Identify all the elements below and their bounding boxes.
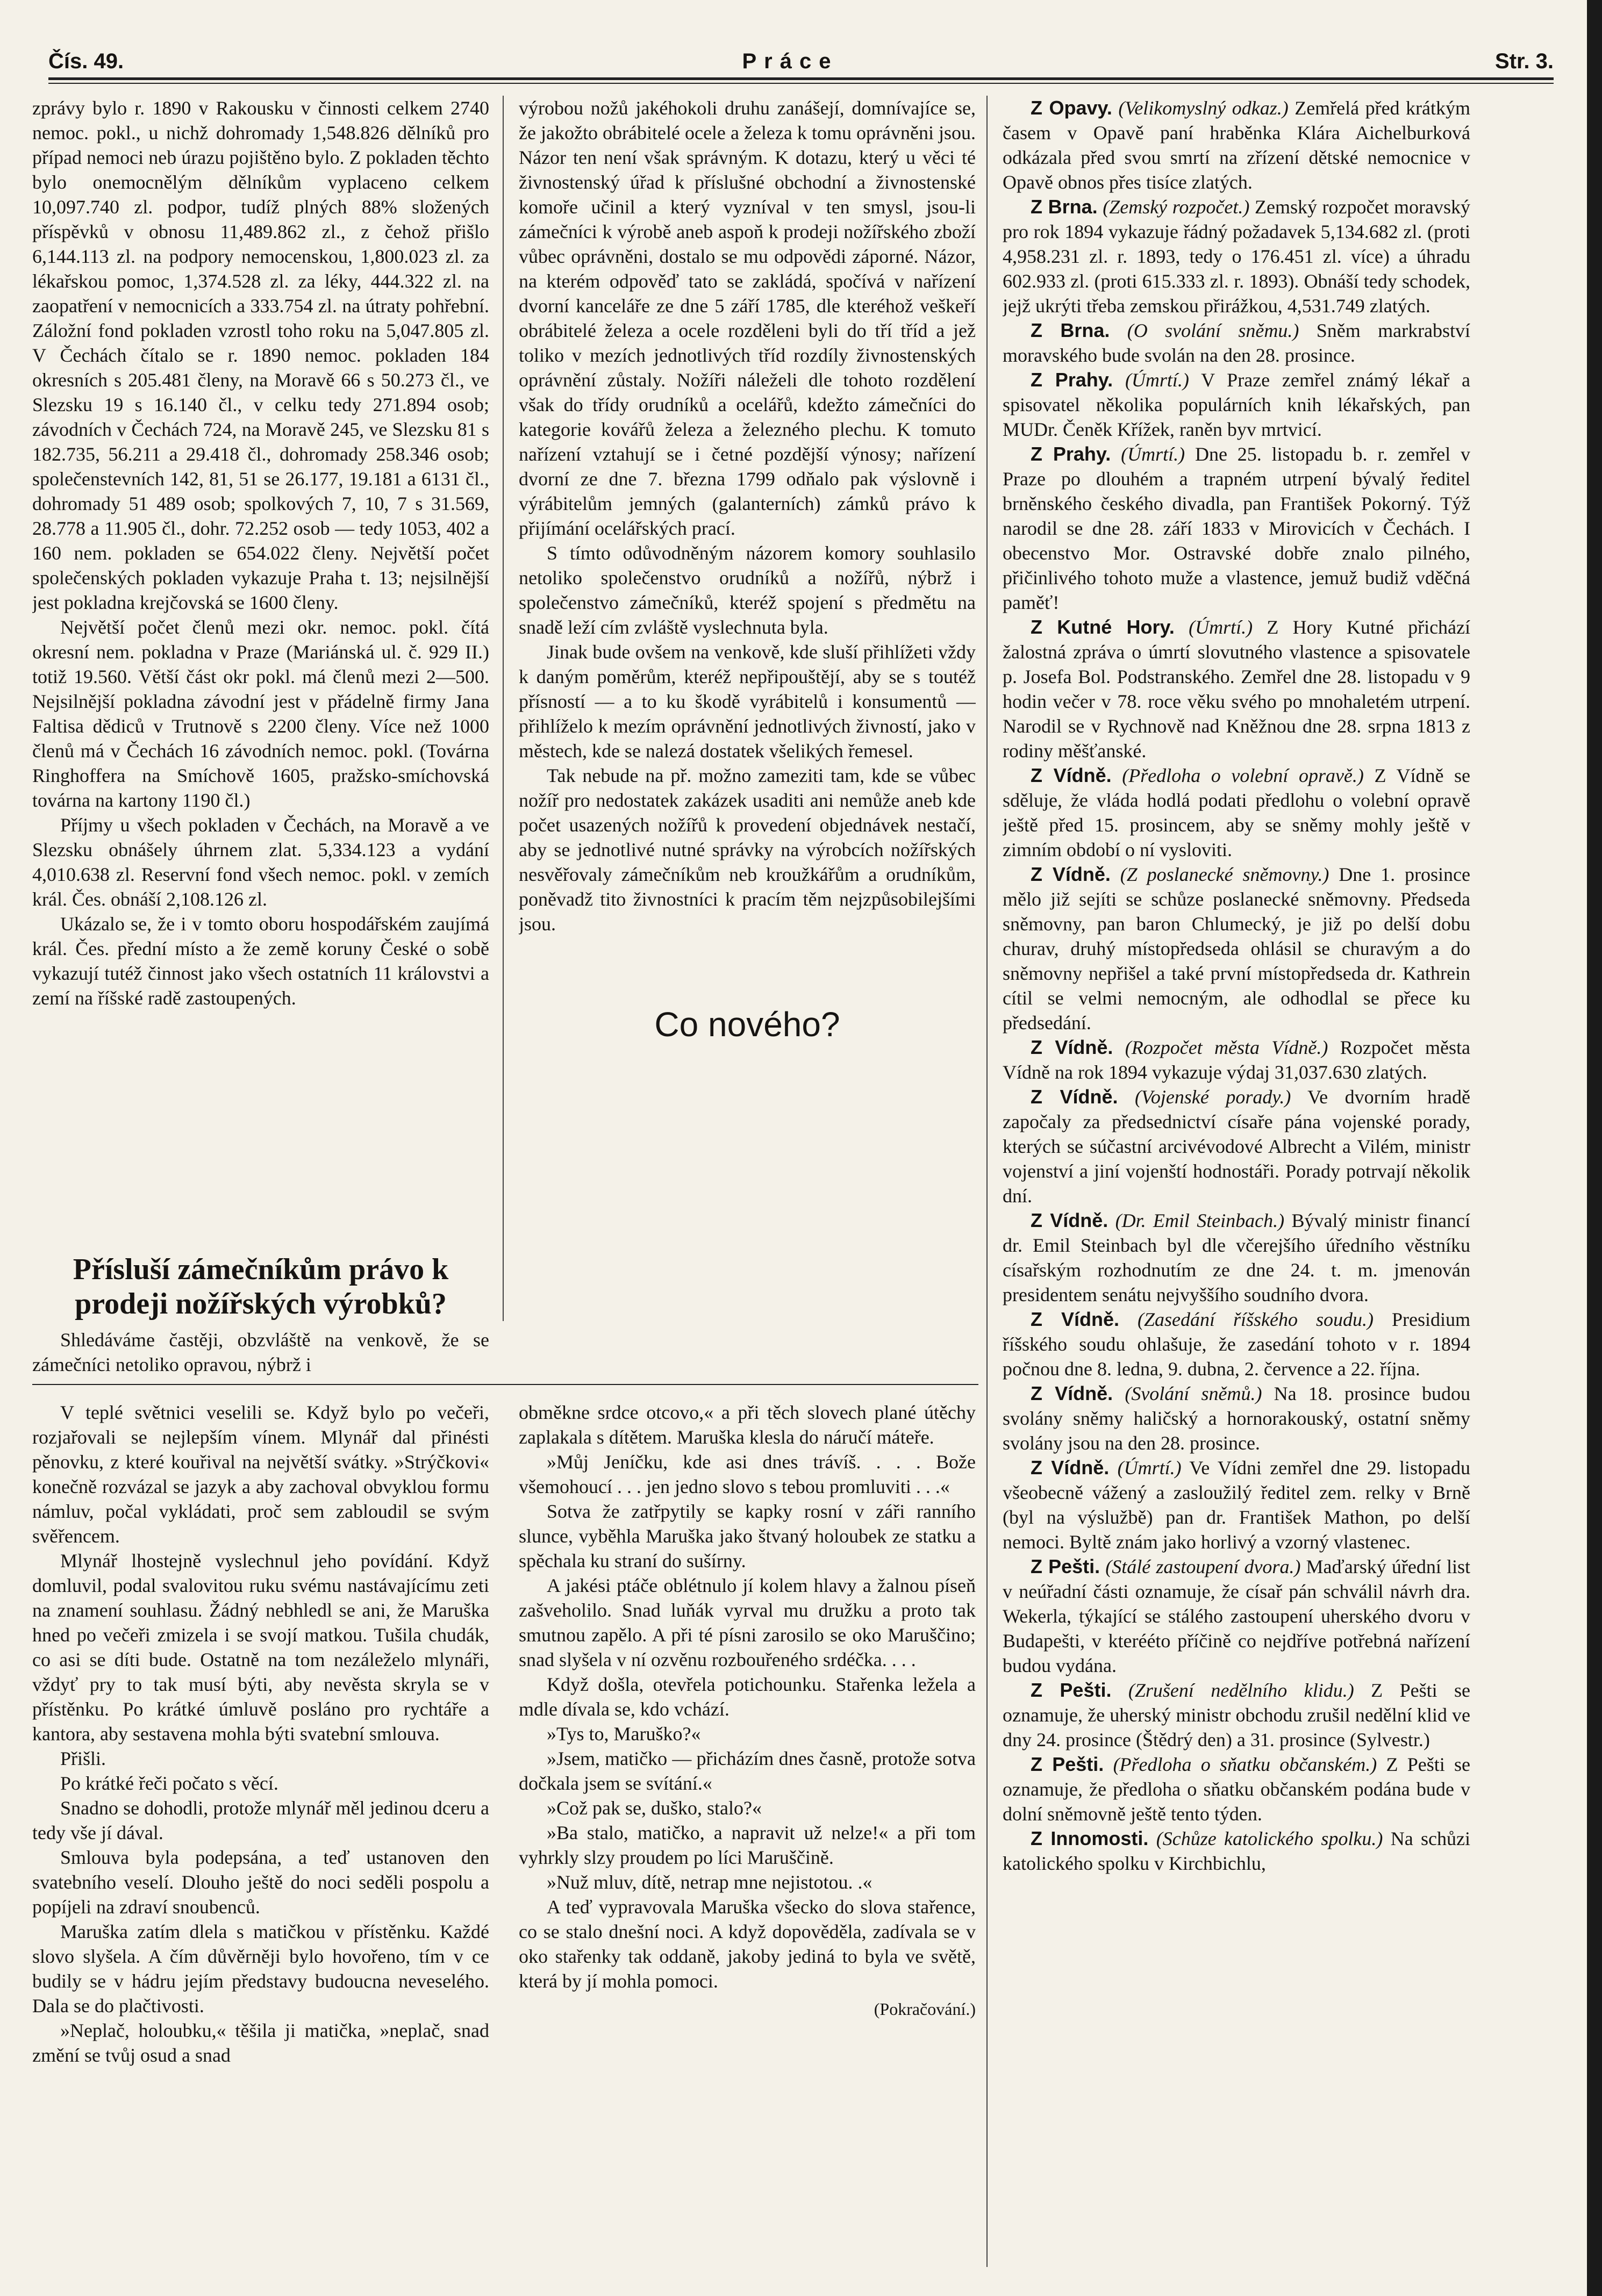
news-text: Na schůzi katolického spolku v Kirchbichlu, <box>1003 1828 1470 1874</box>
issue-number: Čís. 49. <box>48 49 124 73</box>
header-rule <box>48 77 1554 80</box>
news-place: Z Pešti. <box>1031 1753 1104 1775</box>
news-text: Bývalý ministr financí dr. Emil Steinbach byl dle včerejšího úředního věstníku císařským rozhodnutím ze dne 24. t. m. jmenován presidentem senátu nejvyššího soudního dvora. <box>1003 1210 1470 1305</box>
story-paragraph: »Můj Jeníčku, kde asi dnes trávíš. . . . Bože všemohoucí . . . jen jedno slovo s tebou promluviti . . .« <box>519 1451 976 1497</box>
story-paragraph: Smlouva byla podepsána, a teď ustanoven den svatebního veselí. Dlouho ještě do noci seděli pospolu a popíjeli na zdraví snoubenců. <box>32 1847 489 1918</box>
news-place: Z Brna. <box>1031 196 1098 218</box>
news-item <box>1003 1035 1470 1085</box>
story-paragraph: A teď vypravovala Maruška všecko do slova stařence, co se stalo dnešní noci. A když dopověděla, zadívala se v oko stařenky tak oddaně, jakoby jediná to byla ve světě, která by jí mohla pomoci. <box>519 1896 976 1992</box>
news-item <box>1003 368 1470 442</box>
news-tag: (Zasedání říšského soudu.) <box>1138 1309 1374 1330</box>
story-paragraph: Sotva že zatřpytily se kapky rosní v záři ranního slunce, vyběhla Maruška jako štvaný holoubek ze statku a spěchala ku straní do sušírny. <box>519 1501 976 1572</box>
news-tag: (Úmrtí.) <box>1117 1457 1182 1479</box>
news-item <box>1003 1752 1470 1826</box>
news-place: Z Vídně. <box>1031 1036 1113 1058</box>
news-tag: (Z poslanecké sněmovny.) <box>1120 864 1329 885</box>
story-paragraph: Maruška zatím dlela s matičkou v přístěnku. Každé slovo slyšela. A čím důvěrněji bylo hovořeno, tím v ce budily se v hádru jejím představy budoucna neveselého. Dala se do plačtivosti. <box>32 1921 489 2017</box>
news-place: Z Innomosti. <box>1031 1827 1149 1849</box>
news-tag: (Předloha o volební opravě.) <box>1122 765 1364 786</box>
story-paragraph: »Což pak se, duškо, stalo?« <box>547 1797 762 1819</box>
paragraph: S tímto odůvodněným názorem komory souhlasilo netoliko společenstvo orudníků a nožířů, nýbrž i společenstvo zámečníků, kteréž spojení s předmětu na snadě leží cím zvláště vyslechnuta byla. <box>519 542 976 638</box>
story-paragraph: obměkne srdce otcovo,« a při těch slovech plané útěchy zaplakala s dítětem. Maruška klesla do náručí mátеře. <box>519 1402 976 1448</box>
news-item <box>1003 96 1470 195</box>
news-place: Z Vídně. <box>1031 863 1111 885</box>
news-place: Z Vídně. <box>1031 1382 1113 1404</box>
news-text: Rozpočet města Vídně na rok 1894 vykazuje výdaj 31,037.630 zlatých. <box>1003 1037 1470 1083</box>
paragraph: výrobou nožů jakéhokoli druhu zanášejí, domnívajíce se, že jakožto obrábitelé ocele a železa k tomu oprávněni jsou. Názor ten není však správným. K dotazu, který u věci té živnostenský úřad k příslušné obchodní a živnostenské komoře učinil a který vyzníval v ten smysl, jsou-li zámečníci k výrobě aneb aspoň k prodeji nožířského zboží vůbec oprávněni, dostalo se mu odpovědi záporné. Názor, na kterém odpověď tato se zakládá, spočívá v nařízení dvorní kanceláře ze dne 5 září 1785, dle kteréhož veškeří obrábitelé železa a ocele rozděleni byli do tří tříd a jež toliko v mezích jednotlivých tříd rozdíly živnostenských oprávnění zůstaly. Nožíři náleželi dle tohoto rozdělení však do třídy orudníků a ocelářů, kdežto zámečníci do kategorie kovářů železa a železného plechu. K tomuto nařízení vztahují se i četné pozdější výnosy; nařízení dvorní ze dne 7. března 1799 odňalo pak výslovně i výrábitelům jemných (galanterních) zámků právo k přijímání ocelářských prací. <box>519 97 976 539</box>
news-text: Na 18. prosince budou svolány sněmy haličský a hornorakouský, ostatní sněmy svolány jsou na den 28. prosince. <box>1003 1383 1470 1454</box>
story-paragraph: Mlynář lhostejně vyslechnul jeho povídání. Když domluvil, podal svalovitou ruku svému nastávajícímu zeti na znamení souhlasu. Žádný nebhledl se ani, že Maruška hned po večeři zmizela i se svojí matkou. Tušila chudák, co asi se díti bude. Ostatně na tom nezáleželo mlynáři, vždyť pry to tak musí býti, aby nevěsta skryla se v přístěnku. Po krátké úmluvě posláno pro rychtáře a kantora, aby sestavena mohla býti svatební smlouva. <box>32 1550 489 1745</box>
news-item <box>1003 195 1470 318</box>
news-tag: (Zrušení nedělního klidu.) <box>1128 1680 1354 1701</box>
news-place: Z Prahy. <box>1031 443 1111 465</box>
news-tag: (Dr. Emil Steinbach.) <box>1115 1210 1285 1231</box>
news-tag: (Stálé zastoupení dvora.) <box>1105 1556 1301 1577</box>
column-divider <box>986 96 988 2267</box>
news-tag: (Úmrtí.) <box>1125 369 1189 391</box>
news-place: Z Pešti. <box>1031 1555 1100 1577</box>
header-rule-thin <box>48 83 1554 84</box>
news-place: Z Vídně. <box>1031 764 1112 786</box>
news-text: Z Pešti se oznamuje, že předloha o sňatku občanském podána bude v dolní sněmovně ještě tento týden. <box>1003 1754 1470 1825</box>
paragraph: Příjmy u všech pokladen v Čechách, na Moravě a ve Slezsku obnášely úhrnem zlat. 5,334.123 a vydání 4,010.638 zl. Reservní fond všech nemoc. pokl. v zemích král. Čes. obnáší 2,108.126 zl. <box>32 814 489 910</box>
news-text: Zemský rozpočet moravský pro rok 1894 vykazuje řádný požadavek 5,134.682 zl. (proti 4,958.231 zl. r. 1893, tedy o 176.451 zl. více) a úhradu 602.933 zl. (proti 615.333 zl. r. 1893). Obnáší tedy schodek, jejž ukrýti třeba zemskou přirážkou, 4,531.749 zlatých. <box>1003 196 1470 317</box>
news-text: Dne 25. listopadu b. r. zemřel v Praze po dlouhém a trapném utrpení bývalý ředitel brněnského českého divadla, pan František Pokorný. Týž narodil se dne 28. září 1833 v Mirovicích v Čechách. I obecenstvo Mor. Ostravské dobře znalo pilného, přičinlivého tohoto muže a vlastence, jemuž budiž vděčná paměť! <box>1003 443 1470 613</box>
news-text: Maďarský úřední list v neúřadní části oznamuje, že císař pán schválil návrh dra. Wekerla, týkající se stálého zastoupení uherského dvoru v Budapešti, v kterééto příčině co nejdříve potřebná nařízení budou vydána. <box>1003 1556 1470 1676</box>
news-tag: (Úmrtí.) <box>1189 616 1253 638</box>
article-heading: Přísluší zámečníkům právo k prodeji nožířských výrobků? <box>73 1253 449 1321</box>
page-number: Str. 3. <box>1495 49 1554 73</box>
news-item <box>1003 1381 1470 1455</box>
news-tag: (Zemský rozpočet.) <box>1103 196 1250 218</box>
column-2 <box>519 96 976 1308</box>
news-text: Presidium říšského soudu ohlašuje, že zasedání tohoto v r. 1894 počnou dne 8. ledna, 9. dubna, 2. července a 22. října. <box>1003 1309 1470 1380</box>
story-left <box>32 1400 489 2287</box>
story-paragraph: »Tys to, Maruško?« <box>547 1723 701 1745</box>
news-place: Z Opavy. <box>1031 97 1112 119</box>
news-text: Dne 1. prosince mělo již sejíti se schůze poslanecké sněmovny. Předseda sněmovny, pan baron Chlumecký, je již po delší dobu churav, druhý místopředseda ohlásil se churavým a do sněmovny nepřišel a také první místopředseda dr. Kathrein cítil se velmi nemocným, ale odhodlal se přece ku předsedání. <box>1003 864 1470 1034</box>
news-place: Z Kutné Hory. <box>1031 616 1175 638</box>
news-heading: Co nového? <box>654 1005 840 1044</box>
news-place: Z Vídně. <box>1031 1456 1110 1479</box>
news-place: Z Vídně. <box>1031 1209 1108 1231</box>
news-text: Ve dvorním hradě započaly za předsednictví císaře pána vojenské porady, kterých se súčastní arcivévodové Albrecht a Vilém, ministr vojenství a jiní vojenští hodnostáři. Porady potrvají několik dní. <box>1003 1086 1470 1207</box>
news-text: Ve Vídni zemřel dne 29. listopadu všeobecně vážený a zasloužilý ředitel zem. relky v Brně (byl na výslužbě) pan dr. František Mathon, po delší nemoci. Byltě znám jako horlivý a vzorný vlastenec. <box>1003 1457 1470 1553</box>
scan-edge <box>1587 0 1602 2296</box>
news-tag: (Rozpočet města Vídně.) <box>1125 1037 1328 1058</box>
news-item <box>1003 1307 1470 1381</box>
news-item <box>1003 862 1470 1035</box>
news-tag: (Svolání sněmů.) <box>1125 1383 1262 1404</box>
feuilleton-rule <box>32 1384 978 1385</box>
news-item <box>1003 1678 1470 1752</box>
news-tag: (Předloha o sňatku občanském.) <box>1113 1754 1377 1775</box>
paragraph: zprávy bylo r. 1890 v Rakousku v činnosti celkem 2740 nemoc. pokl., u nichž dohromady 1,548.826 dělníků pro případ nemoci neb úrazu pojištěno bylo. Z pokladen těchto bylo onemocnělým dělníkům vyplaceno celkem 10,097.740 zl. podpor, tudíž plných 88% složených příspěvků v obnosu 11,489.862 zl., z čehož přišlo 6,144.113 zl. na podpory nemocenskou, 1,800.023 zl. za lékařskou pomoc, 1,374.528 zl. za léky, 444.322 zl. na zaopatření v nemocnicích a 333.754 zl. na útraty pohřební. Záložní fond pokladen vzrostl toho roku na 5,047.805 zl. V Čechách čítalo se r. 1890 nemoc. pokladen 184 okresních s 205.481 členy, na Moravě 66 s 50.273 čl., ve Slezsku 19 s 16.140 čl., v celku tedy 271.894 osob; závodních v Čechách 724, na Moravě 245, ve Slezsku 81 s 182.735, 56.211 a 29.418 čl., dohromady 258.346 osob; společenstevních 142, 81, 51 se 26.177, 19.181 a 6131 čl., dohromady 51 489 osob; spolkových 7, 10, 7 s 31.569, 28.778 a 11.905 čl., dohr. 72.252 osob — tedy 1053, 402 a 160 nem. pokladen se 654.022 členy. Největší počet společenských pokladen vykazuje Praha t. 13; nejsilnější jest pokladna krejčovská se 1600 členy. <box>32 97 489 613</box>
column-1 <box>32 96 489 1321</box>
news-place: Z Brna. <box>1031 319 1110 341</box>
news-text: Sněm markrabství moravského bude svolán na den 28. prosince. <box>1003 320 1470 366</box>
news-text: Z Pešti se oznamuje, že uherský ministr obchodu zrušil nedělní klid ve dny 24. prosince (Štědrý den) a 31. prosince (Sylvestr.) <box>1003 1680 1470 1750</box>
news-item <box>1003 1085 1470 1208</box>
paragraph: Tak nebude na př. možno zameziti tam, kde se vůbec nožíř pro nedostatek zakázek usaditi ani nemůže aneb kde počet usazených nožířů k provedení objednávek nestačí, aby se jednotlivé nutné správky na výrobcích nožířských nesvěřovaly zámečníkům neb kroužkářům a orudníkům, poněvadž tito živnostníci k pracím těm nejzpůsobilejšími jsou. <box>519 765 976 935</box>
paragraph: Jinak bude ovšem na venkově, kde sluší přihlížeti vždy k daným poměrům, kteréž nepřipouštějí, aby se s toutéž přísností — a to ku škodě vyrábitelů i konsumentů — přihlíželo k mezím oprávnění jednotlivých živností, jako v městech, kde se nalezá dostatek všelikých řemesel. <box>519 641 976 762</box>
news-item <box>1003 763 1470 862</box>
news-item <box>1003 1554 1470 1678</box>
news-item <box>1003 442 1470 615</box>
news-tag: (Velikomyslný odkaz.) <box>1118 97 1289 119</box>
news-text: Z Vídně se sděluje, že vláda hodlá podati předlohu o volební opravě ještě před 15. prosincem, aby se sněmy mohly ještě v zimním období o ní vysloviti. <box>1003 765 1470 860</box>
news-tag: (Úmrtí.) <box>1121 443 1185 465</box>
news-column <box>1003 96 1470 2272</box>
news-place: Z Prahy. <box>1031 369 1113 391</box>
news-tag: (O svolání sněmu.) <box>1127 320 1299 341</box>
news-place: Z Vídně. <box>1031 1086 1118 1108</box>
story-paragraph: A jakési ptáče oblétnulo jí kolem hlavy a žalnou píseň zašveholilo. Snad luňák vyrval mu družku a proto tak smutnou zapělo. A při té písni zarosilo se oko Maruščino; snad slyšela v ní ozvěnu rozbouřeného srdéčka. . . . <box>519 1575 976 1670</box>
news-tag: (Vojenské porady.) <box>1134 1086 1291 1108</box>
page-header <box>0 0 1602 86</box>
paragraph: Ukázalo se, že i v tomto oboru hospodářském zaujímá král. Čes. přední místo a že země koruny České o sobě vykazují tutéž činnost jako všech ostatních 11 královstvi a zemí na říšské radě zastoupených. <box>32 913 489 1009</box>
story-paragraph: Přišli. <box>60 1748 106 1769</box>
newspaper-title: Práce <box>742 49 839 73</box>
paragraph: Největší počet členů mezi okr. nemoc. pokl. čítá okresní nem. pokladna v Praze (Mariánská ul. č. 929 II.) totiž 19.560. Větší část okr pokl. má členů mezi 2—500. Nejsilnější pokladna závodní jest v přádelně firmy Jana Faltisa dědiců v Trutnově s 2200 členy. Více než 1000 členů má v Čechách 16 závodních nemoc. pokl. (Továrna Ringhoffera na Smíchově 1605, pražsko-smíchovská továrna na kartony 1190 čl.) <box>32 616 489 811</box>
story-paragraph: V teplé světnici veselili se. Když bylo po večeři, rozjařovali se nejlepším vínem. Mlynář dal přinésti pěnovku, z které kouřival na největší svátky. »Strýčkovi« konečně rozvázal se jazyk a aby zachoval obvyklou formu námluv, počal vykládati, proč sem zabloudil se svým svěřencem. <box>32 1402 489 1547</box>
continued-note: (Pokračování.) <box>874 1999 976 2019</box>
story-paragraph: Po krátké řeči počato s věcí. <box>60 1773 278 1794</box>
news-item <box>1003 1826 1470 1876</box>
news-item <box>1003 615 1470 763</box>
article-lead: Shledáváme častěji, obzvláště na venkově, že se zámečníci netoliko opravou, nýbrž i <box>32 1329 489 1375</box>
news-item <box>1003 318 1470 368</box>
news-text: Zemřelá před krátkým časem v Opavě paní hraběnka Klára Aichelburková odkázala před svou smrtí na zřízení dětské nemocnice v Opavě obnos přes tisíce zlatých. <box>1003 97 1470 193</box>
news-text: Z Hory Kutné přichází žalostná zpráva o úmrtí slovutného vlastence a spisovatele p. Josefa Bol. Podstranského. Zemřel dne 28. listopadu v 9 hodin večer v 78. roce věku svého po mnohaletém utrpení. Narodil se v Rychnově nad Kněžnou dne 28. srpna 1813 z rodiny měšťanské. <box>1003 616 1470 762</box>
news-tag: (Schůze katolického spolku.) <box>1156 1828 1383 1849</box>
news-item <box>1003 1208 1470 1307</box>
story-paragraph: »Nuž mluv, dítě, netrap mne nejistotou. .« <box>547 1871 872 1893</box>
story-paragraph: Snadno se dohodli, protože mlynář měl jedinou dceru a tedy vše jí dával. <box>32 1797 489 1843</box>
news-place: Z Pešti. <box>1031 1679 1112 1701</box>
story-paragraph: »Jsem, matičko — přicházím dnes časně, protože sotva dočkala jsem se svítání.« <box>519 1748 976 1794</box>
column-divider <box>503 96 504 1321</box>
story-right <box>519 1400 976 2287</box>
story-paragraph: Když došla, otevřela potichounku. Stařenka ležela a mdle dívala se, kdo vchází. <box>519 1674 976 1720</box>
news-place: Z Vídně. <box>1031 1308 1120 1330</box>
story-paragraph: »Neplač, holoubku,« těšila ji matička, »neplač, snad změní se tvůj osud a snad <box>32 2020 489 2066</box>
story-paragraph: »Ba stalo, matičko, a napravit už nelze!« a při tom vyhrkly slzy proudem po líci Maruščině. <box>519 1822 976 1868</box>
news-text: V Praze zemřel známý lékař a spisovatel několika populárních knih lékařských, pan MUDr. Čeněk Křížek, raněn byv mrtvicí. <box>1003 369 1470 440</box>
news-item <box>1003 1455 1470 1554</box>
